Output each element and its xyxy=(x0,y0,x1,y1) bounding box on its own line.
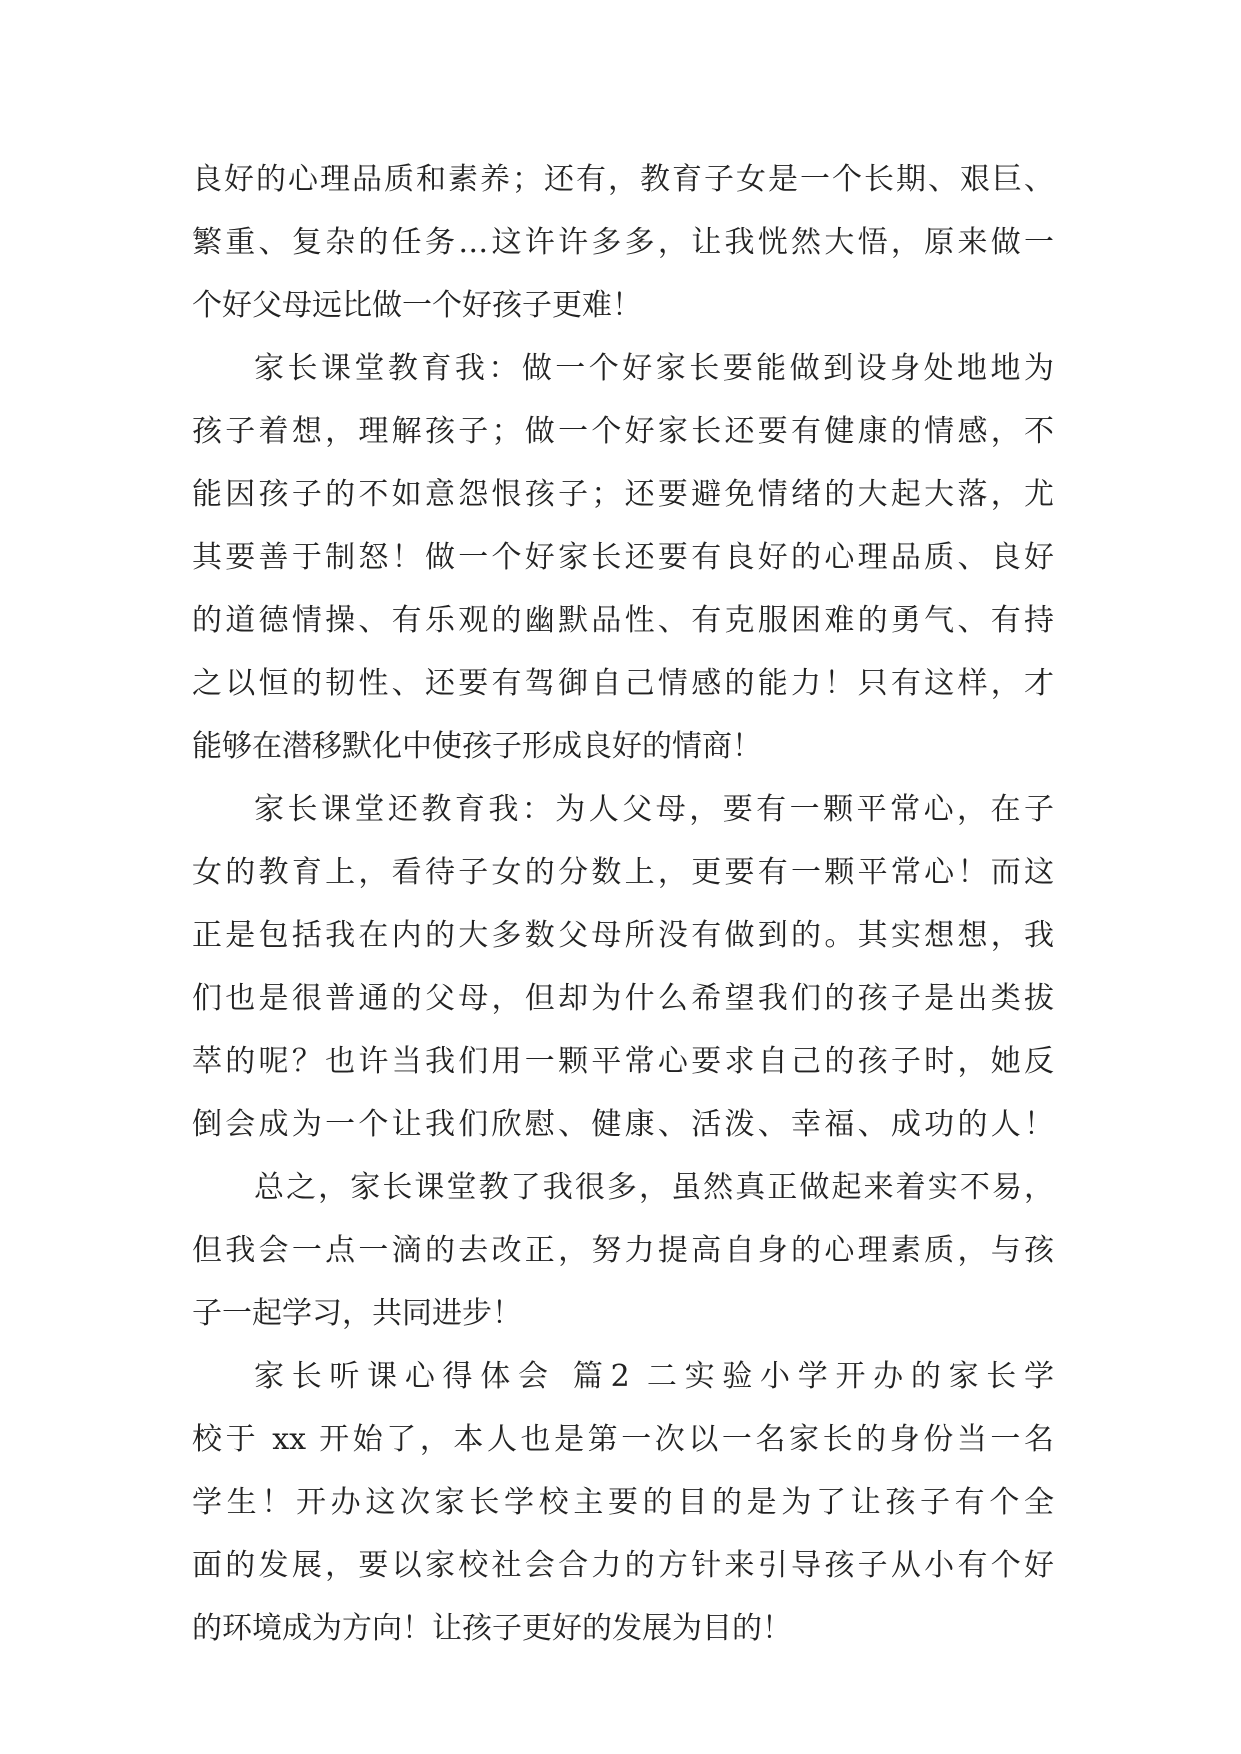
paragraph-first-line: 家长课堂还教育我：为人父母，要有一颗平常心，在子 xyxy=(254,792,1054,827)
text-line: 繁重、复杂的任务…这许许多多，让我恍然大悟，原来做一 xyxy=(192,225,1054,260)
document-body xyxy=(192,148,1054,1660)
text-line: 但我会一点一滴的去改正，努力提高自身的心理素质，与孩 xyxy=(192,1233,1054,1268)
text-line: 良好的心理品质和素养；还有，教育子女是一个长期、艰巨、 xyxy=(192,162,1054,197)
text-line: 女的教育上，看待子女的分数上，更要有一颗平常心！而这 xyxy=(192,855,1054,890)
paragraph-first-line: 家长课堂教育我：做一个好家长要能做到设身处地地为 xyxy=(254,351,1054,386)
text-line: 面的发展，要以家校社会合力的方针来引导孩子从小有个好 xyxy=(192,1548,1054,1583)
text-line: 的环境成为方向！让孩子更好的发展为目的！ xyxy=(192,1611,792,1646)
text-line: 之以恒的韧性、还要有驾御自己情感的能力！只有这样，才 xyxy=(192,666,1054,701)
text-line: 能因孩子的不如意怨恨孩子；还要避免情绪的大起大落，尤 xyxy=(192,477,1054,512)
text-line: 倒会成为一个让我们欣慰、健康、活泼、幸福、成功的人！ xyxy=(192,1107,1054,1142)
text-line: 的道德情操、有乐观的幽默品性、有克服困难的勇气、有持 xyxy=(192,603,1054,638)
text-line: 其要善于制怒！做一个好家长还要有良好的心理品质、良好 xyxy=(192,540,1054,575)
text-line: 们也是很普通的父母，但却为什么希望我们的孩子是出类拔 xyxy=(192,981,1054,1016)
text-line: 孩子着想，理解孩子；做一个好家长还要有健康的情感，不 xyxy=(192,414,1054,449)
paragraph-first-line: 总之，家长课堂教了我很多，虽然真正做起来着实不易， xyxy=(254,1170,1054,1205)
text-line: 能够在潜移默化中使孩子形成良好的情商！ xyxy=(192,729,762,764)
text-line: 萃的呢？也许当我们用一颗平常心要求自己的孩子时，她反 xyxy=(192,1044,1054,1079)
text-line: 校于 xx 开始了，本人也是第一次以一名家长的身份当一名 xyxy=(192,1422,1054,1457)
text-line: 子一起学习，共同进步！ xyxy=(192,1296,522,1331)
paragraph-first-line: 家长听课心得体会 篇2 二实验小学开办的家长学 xyxy=(254,1359,1054,1394)
text-line: 个好父母远比做一个好孩子更难！ xyxy=(192,288,642,323)
text-line: 正是包括我在内的大多数父母所没有做到的。其实想想，我 xyxy=(192,918,1054,953)
text-line: 学生！开办这次家长学校主要的目的是为了让孩子有个全 xyxy=(192,1485,1054,1520)
